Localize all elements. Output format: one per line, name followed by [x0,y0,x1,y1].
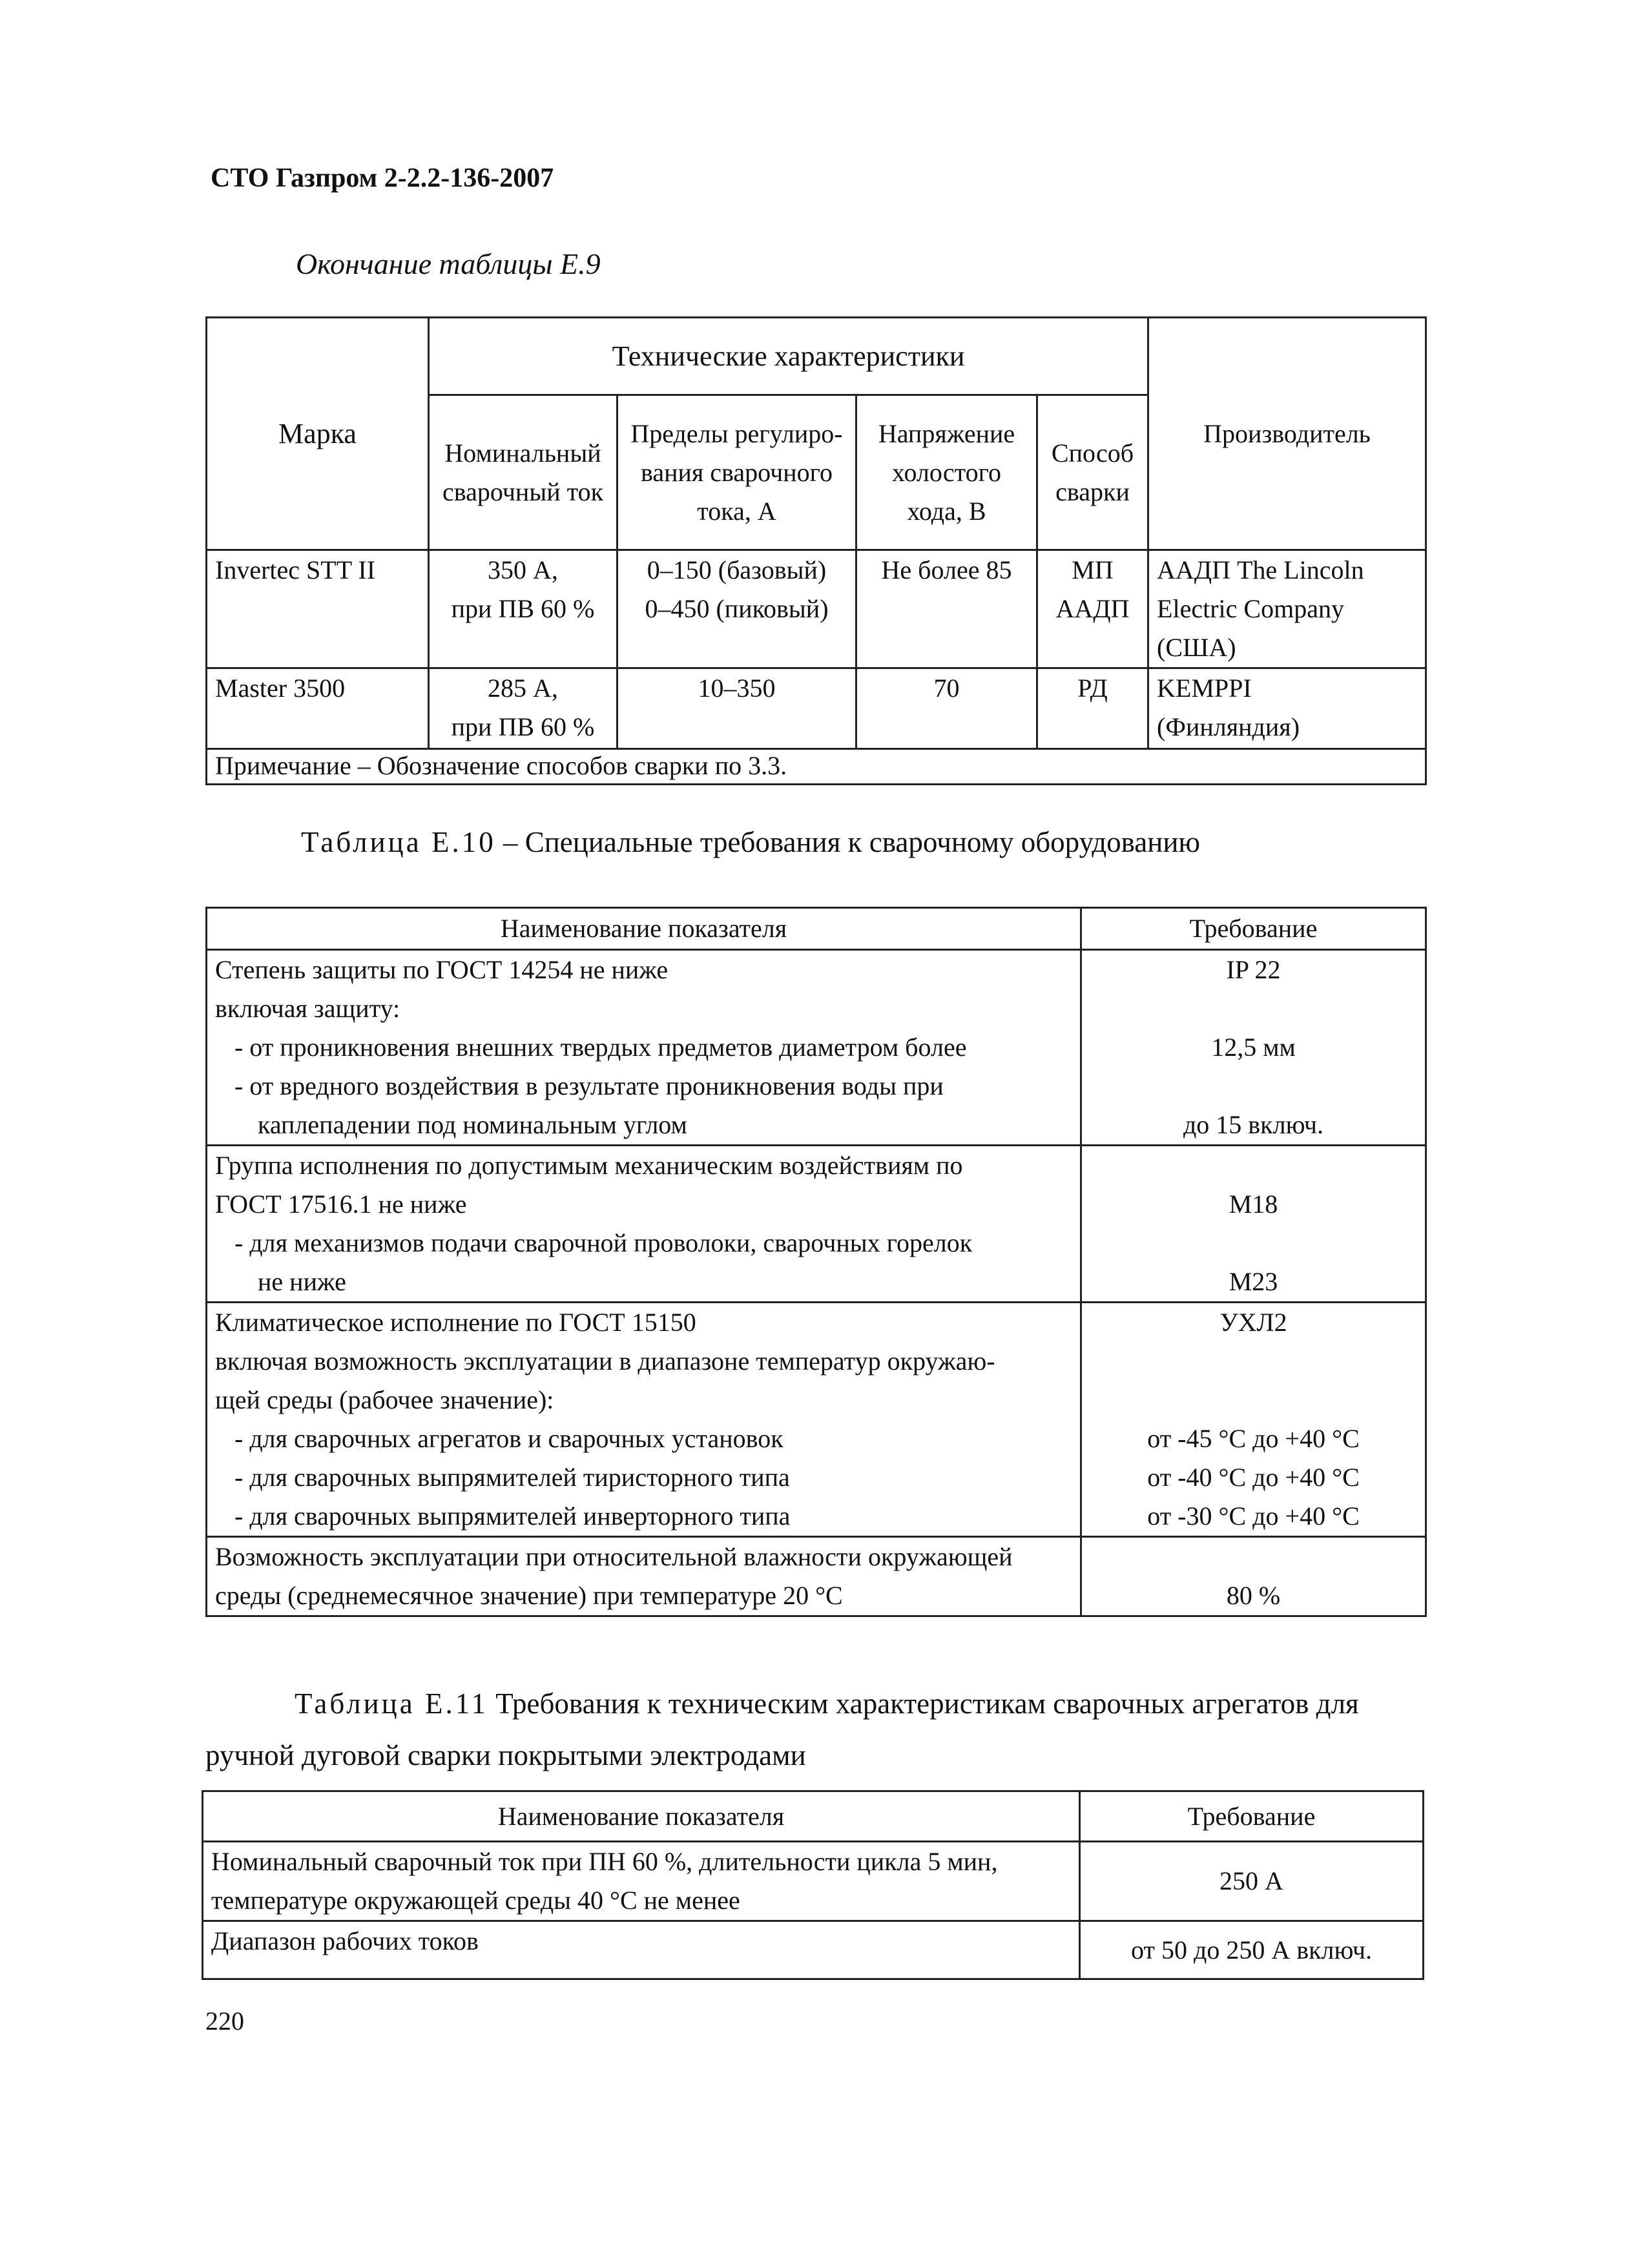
table-row [207,550,1426,668]
cell-brand: Invertec STT II [207,550,429,668]
cell-maker: ААДП The Lincoln Electric Company (США) [1148,550,1426,668]
cell-method: МП ААДП [1037,550,1148,668]
table-row [207,1537,1426,1616]
table-row [207,950,1426,1146]
cell-maker: KEMPPI (Финляндия) [1148,668,1426,749]
cell-name: Диапазон рабочих токов [203,1921,1080,1979]
header-name: Наименование показателя [207,908,1081,950]
table-e10 [205,907,1427,1617]
header-name: Наименование показателя [203,1791,1080,1842]
table-row [207,1303,1426,1537]
table-e9-caption: Окончание таблицы Е.9 [296,247,601,280]
cell-voltage: 70 [856,668,1037,749]
cell-voltage: Не более 85 [856,550,1037,668]
cell-requirement: от 50 до 250 А включ. [1080,1921,1424,1979]
header-range: Пределы регулиро-вания сварочного тока, А [617,395,856,550]
cell-method: РД [1037,668,1148,749]
cell-name: Климатическое исполнение по ГОСТ 15150 включая возможность эксплуатации в диапазоне температур окружаю- щей среды (рабочее значение): - для сварочных агрегатов и сварочных установок - для сварочных выпрямителей тиристорного типа - для сварочных выпрямителей инверторного типа [207,1303,1081,1537]
table-e11-caption: Таблица Е.11 Требования к техническим характеристикам сварочных агрегатов для [295,1687,1359,1720]
header-voltage: Напряжение холостого хода, В [856,395,1037,550]
cell-requirement: IP 22 12,5 мм до 15 включ. [1081,950,1426,1146]
table-e11 [202,1790,1424,1980]
header-requirement: Требование [1080,1791,1424,1842]
table-row [207,1146,1426,1303]
cell-current: 350 А, при ПВ 60 % [429,550,617,668]
table-e9 [205,316,1427,785]
table-e9-note: Примечание – Обозначение способов сварки по 3.3. [207,749,1426,785]
header-brand: Марка [207,318,429,550]
header-group-tech: Технические характеристики [429,318,1148,395]
table-row [203,1842,1424,1921]
header-method: Способ сварки [1037,395,1148,550]
table-e10-caption: Таблица Е.10 – Специальные требования к сварочному оборудованию [301,826,1201,858]
page-number: 220 [205,2006,244,2036]
header-current: Номинальный сварочный ток [429,395,617,550]
cell-name: Группа исполнения по допустимым механическим воздействиям по ГОСТ 17516.1 не ниже - для механизмов подачи сварочной проволоки, сварочных горелок не ниже [207,1146,1081,1303]
cell-name: Номинальный сварочный ток при ПН 60 %, длительности цикла 5 мин, температуре окружающей среды 40 °С не менее [203,1842,1080,1921]
cell-name: Возможность эксплуатации при относительной влажности окружающей среды (среднемесячное значение) при температуре 20 °С [207,1537,1081,1616]
cell-requirement: М18 М23 [1081,1146,1426,1303]
cell-requirement: УХЛ2 от -45 °С до +40 °С от -40 °С до +40 °С от -30 °С до +40 °С [1081,1303,1426,1537]
cell-range: 10–350 [617,668,856,749]
cell-current: 285 А, при ПВ 60 % [429,668,617,749]
cell-requirement: 250 А [1080,1842,1424,1921]
table-e11-caption-cont: ручной дуговой сварки покрытыми электродами [205,1739,806,1771]
cell-name: Степень защиты по ГОСТ 14254 не ниже включая защиту: - от проникновения внешних твердых предметов диаметром более - от вредного воздействия в результате проникновения воды при каплепадении под номинальным углом [207,950,1081,1146]
cell-range: 0–150 (базовый) 0–450 (пиковый) [617,550,856,668]
cell-brand: Master 3500 [207,668,429,749]
cell-requirement: 80 % [1081,1537,1426,1616]
header-requirement: Требование [1081,908,1426,950]
header-maker: Производитель [1148,318,1426,550]
table-row [207,668,1426,749]
table-row [203,1921,1424,1979]
document-header: СТО Газпром 2-2.2-136-2007 [211,163,554,193]
